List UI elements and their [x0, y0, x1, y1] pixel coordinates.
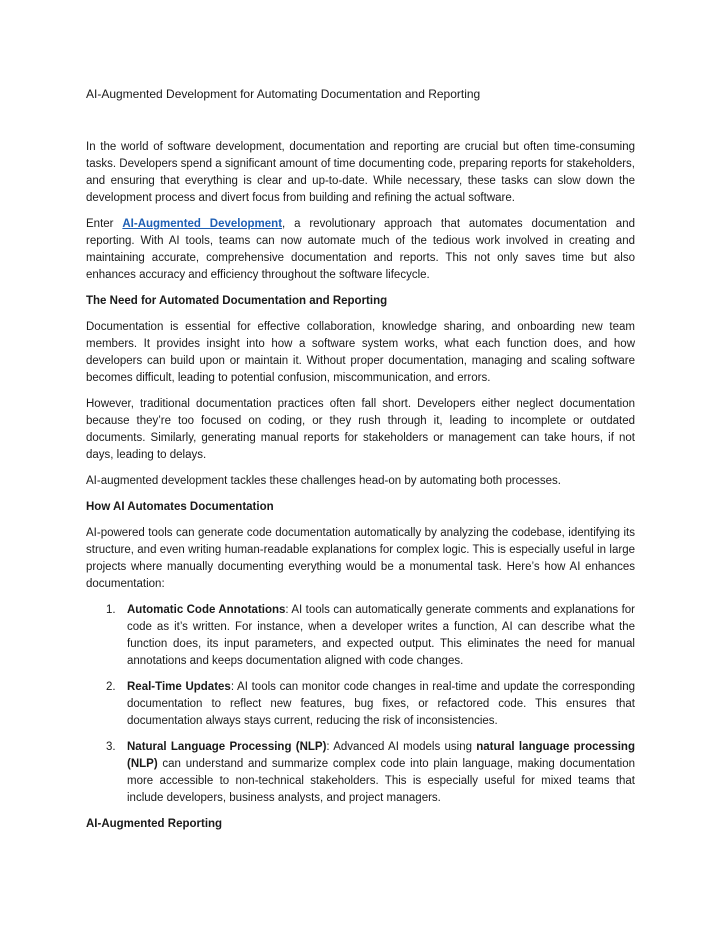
- list-item-number: 3.: [106, 741, 116, 753]
- list-item-label: Real-Time Updates: [127, 681, 231, 693]
- section-heading-reporting: AI-Augmented Reporting: [86, 818, 223, 830]
- list-item-label: Natural Language Processing (NLP): [127, 741, 327, 753]
- how-ai-paragraph: AI-powered tools can generate code documentation automatically by analyzing the codebase, identifying its structure, and even writing human-readable explanations for complex logic. This is especially useful in large projects where manually documenting everything would be a monumental task. Here’s how AI enhances documentation:: [86, 527, 635, 590]
- list-item: [86, 679, 635, 730]
- list-item: [86, 602, 635, 670]
- list-item-body: : AI tools can monitor code changes in real-time and update the corresponding documentation to reflect new features, bug fixes, or refactored code. This ensures that documentation always stays current, reducing the risk of inconsistencies.: [127, 681, 635, 727]
- list-item: [86, 739, 635, 807]
- need-paragraph-2: However, traditional documentation practices often fall short. Developers either neglect documentation because they’re too focused on coding, or they rush through it, leading to incomplete or outdated documents. Similarly, generating manual reports for stakeholders or management can take hours, if not days, leading to delays.: [86, 398, 635, 461]
- list-item-text: [127, 739, 635, 807]
- list-item-body: : AI tools can automatically generate comments and explanations for code as it’s written. For instance, when a developer writes a function, AI can describe what the function does, its input parameters, and expected output. This eliminates the need for manual annotations and keeps documentation aligned with code changes.: [127, 604, 635, 667]
- list-item-text: [127, 602, 635, 670]
- document-title: AI-Augmented Development for Automating Documentation and Reporting: [86, 87, 481, 101]
- features-list: [86, 602, 635, 807]
- list-item-body-a: : Advanced AI models using: [326, 741, 477, 753]
- section-heading-need: The Need for Automated Documentation and Reporting: [86, 295, 388, 307]
- intro-paragraph-1: In the world of software development, documentation and reporting are crucial but often time-consuming tasks. Developers spend a significant amount of time documenting code, preparing reports for stakeholders, and ensuring that everything is clear and up-to-date. While necessary, these tasks can slow down the development process and divert focus from building and refining the actual software.: [86, 141, 635, 204]
- need-paragraph-1: Documentation is essential for effective collaboration, knowledge sharing, and onboarding new team members. It provides insight into how a software system works, what each function does, and how developers can build upon or maintain it. Without proper documentation, managing and scaling software becomes difficult, leading to potential confusion, miscommunication, and errors.: [86, 321, 635, 384]
- ai-augmented-development-link[interactable]: AI-Augmented Development: [122, 218, 283, 230]
- list-item-body-b: can understand and summarize complex code into plain language, making documentation more accessible to non-technical stakeholders. This is especially useful for mixed teams that include developers, business analysts, and project managers.: [127, 758, 635, 804]
- need-paragraph-3: AI-augmented development tackles these challenges head-on by automating both processes.: [86, 475, 561, 487]
- list-item-number: 2.: [106, 681, 116, 693]
- intro-paragraph-2-prefix: Enter: [86, 218, 123, 230]
- list-item-text: [127, 679, 635, 730]
- list-item-number: 1.: [106, 604, 116, 616]
- list-item-label: Automatic Code Annotations: [127, 604, 286, 616]
- intro-paragraph-2: [86, 216, 635, 284]
- intro-paragraph-2-suffix: , a revolutionary approach that automates documentation and reporting. With AI tools, teams can now automate much of the tedious work involved in creating and maintaining accurate, comprehensive documentation and reports. This not only saves time but also enhances accuracy and efficiency throughout the software lifecycle.: [86, 218, 635, 281]
- document-content: [86, 86, 635, 833]
- section-heading-how-ai: How AI Automates Documentation: [86, 501, 274, 513]
- list-item-inline-bold: natural language processing (NLP): [127, 741, 635, 770]
